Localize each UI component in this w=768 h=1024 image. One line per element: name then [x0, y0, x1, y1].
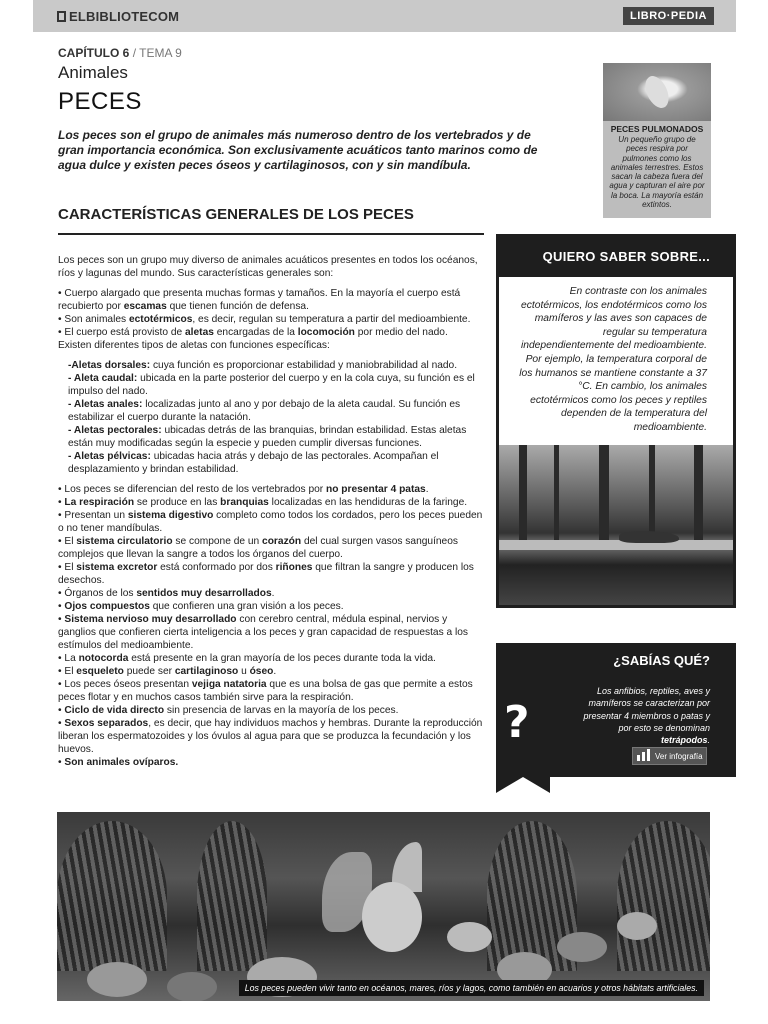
- list-item: • El cuerpo está provisto de aletas encargadas de la locomoción por medio del nado. Existen diferentes tipos de aletas con funciones específicas:: [58, 327, 448, 351]
- lungfish-photo: [603, 63, 711, 121]
- book-icon: [57, 11, 66, 22]
- quiero-saber-title: QUIERO SABER SOBRE...: [542, 249, 710, 264]
- goldfish: [322, 842, 432, 962]
- list-item: • Ojos compuestos que confieren una gran visión a los peces.: [58, 601, 344, 612]
- lungfish-card-title: PECES PULMONADOS: [610, 124, 704, 134]
- section-divider: [58, 233, 484, 235]
- aquarium-caption: Los peces pueden vivir tanto en océanos, mares, ríos y lagos, como también en acuarios y otros hábitats artificiales.: [239, 980, 704, 996]
- ribbon-tail: [496, 777, 550, 793]
- swamp-photo: [499, 445, 733, 605]
- section-title: CARACTERÍSTICAS GENERALES DE LOS PECES: [58, 206, 414, 223]
- sabias-que-text: Los anfibios, reptiles, aves y mamíferos se caracterizan por presentar 4 miembros o patas y por esto se denominan tetrápodos.: [583, 686, 710, 746]
- list-item: • Son animales ectotérmicos, es decir, regulan su temperatura a partir del medioambiente.: [58, 314, 471, 325]
- list-item: • El esqueleto puede ser cartilaginoso u óseo.: [58, 666, 277, 677]
- list-item: • Cuerpo alargado que presenta muchas formas y tamaños. En la mayoría el cuerpo está recubierto por escamas que tienen función de defensa.: [58, 288, 461, 312]
- lungfish-card: [603, 63, 711, 218]
- infographic-button[interactable]: Ver infografía: [632, 747, 707, 765]
- page-title: PECES: [58, 88, 142, 115]
- lungfish-card-text: Un pequeño grupo de peces respira por pulmones como los animales terrestres. Estos sacan la cabeza fuera del agua y capturan el aire por la boca. La mayoría están extintos.: [609, 135, 705, 210]
- chart-icon: [637, 755, 640, 761]
- list-item: • Ciclo de vida directo sin presencia de larvas en la mayoría de los peces.: [58, 705, 399, 716]
- aquarium-photo: [57, 812, 710, 1001]
- question-mark-icon: ?: [504, 697, 530, 748]
- quiero-saber-box: [496, 234, 736, 608]
- quiero-saber-text: En contraste con los animales ectotérmicos, los endotérmicos como los mamíferos y las aves son capaces de regular su temperatura independientemente del medioambiente. Por ejemplo, la temperatura corporal de los humanos se mantiene constante a 37 °C. En cambio, los animales ectotérmicos como los peces y reptiles dependen de la temperatura del medioambiente.: [499, 277, 733, 445]
- sabias-que-title: ¿SABÍAS QUÉ?: [613, 653, 710, 668]
- list-item: • Son animales ovíparos.: [58, 757, 179, 768]
- list-item: • Sistema nervioso muy desarrollado con cerebro central, médula espinal, nervios y ganglios que confieren cierta inteligencia a los peces y gran capacidad de respuestas a los estímulos del medioambiente.: [58, 614, 469, 651]
- body-text: [58, 254, 484, 769]
- subject-label: Animales: [58, 63, 128, 82]
- list-item: • Los peces óseos presentan vejiga natatoria que es una bolsa de gas que permite a estos peces flotar y en muchos casos también sirve para la respiración.: [58, 679, 473, 703]
- list-item: • Presentan un sistema digestivo completo como todos los cordados, pero los peces pueden o no tener mandíbulas.: [58, 510, 483, 534]
- libropedia-logo[interactable]: LIBRO·PEDIA: [623, 7, 714, 25]
- list-item: • Sexos separados, es decir, que hay individuos machos y hembras. Durante la reproducción liberan los espermatozoides y los óvulos al agua para que se produzca la fecundación y los huevos.: [58, 718, 483, 755]
- fin-item: -Aletas dorsales: cuya función es proporcionar estabilidad y maniobrabilidad al nado.: [68, 360, 458, 371]
- list-item: • El sistema circulatorio se compone de un corazón del cual surgen vasos sanguíneos complejos que llevan la sangre a todos los órganos del cuerpo.: [58, 536, 458, 560]
- body-intro: Los peces son un grupo muy diverso de animales acuáticos presentes en todos los océanos, ríos y lagunas del mundo. Sus características generales son:: [58, 255, 478, 279]
- list-item: • El sistema excretor está conformado por dos riñones que filtran la sangre y producen los desechos.: [58, 562, 474, 586]
- list-item: • Órganos de los sentidos muy desarrollados.: [58, 588, 275, 599]
- chapter-label: CAPÍTULO 6 / TEMA 9: [58, 46, 182, 60]
- fin-item: - Aletas anales: localizadas junto al ano y por debajo de la aleta caudal. Su función es estabilizar el cuerpo durante la natación.: [68, 399, 461, 423]
- fin-item: - Aleta caudal: ubicada en la parte posterior del cuerpo y en la cola cuya, su función es el impulso del nado.: [68, 373, 475, 397]
- list-item: • Los peces se diferencian del resto de los vertebrados por no presentar 4 patas.: [58, 484, 429, 495]
- list-item: • La respiración se produce en las branquias localizadas en las hendiduras de la faringe.: [58, 497, 468, 508]
- brand-logo[interactable]: ELBIBLIOTECOM: [57, 9, 179, 24]
- intro-text: Los peces son el grupo de animales más numeroso dentro de los vertebrados y de gran importancia económica. Son exclusivamente acuáticos tanto marinos como de agua dulce y existen peces óseos y cartilaginosos, con y sin mandíbula.: [58, 128, 538, 172]
- fin-item: - Aletas pélvicas: ubicadas hacia atrás y debajo de las pectorales. Acompañan el desplazamiento y brindan estabilidad.: [68, 451, 439, 475]
- sabias-que-box: [496, 643, 736, 777]
- fin-item: - Aletas pectorales: ubicadas detrás de las branquias, brindan estabilidad. Estas aletas están muy modificadas según la especie y pueden cumplir diversas funciones.: [68, 425, 467, 449]
- top-bar: [33, 0, 736, 32]
- list-item: • La notocorda está presente en la gran mayoría de los peces durante toda la vida.: [58, 653, 436, 664]
